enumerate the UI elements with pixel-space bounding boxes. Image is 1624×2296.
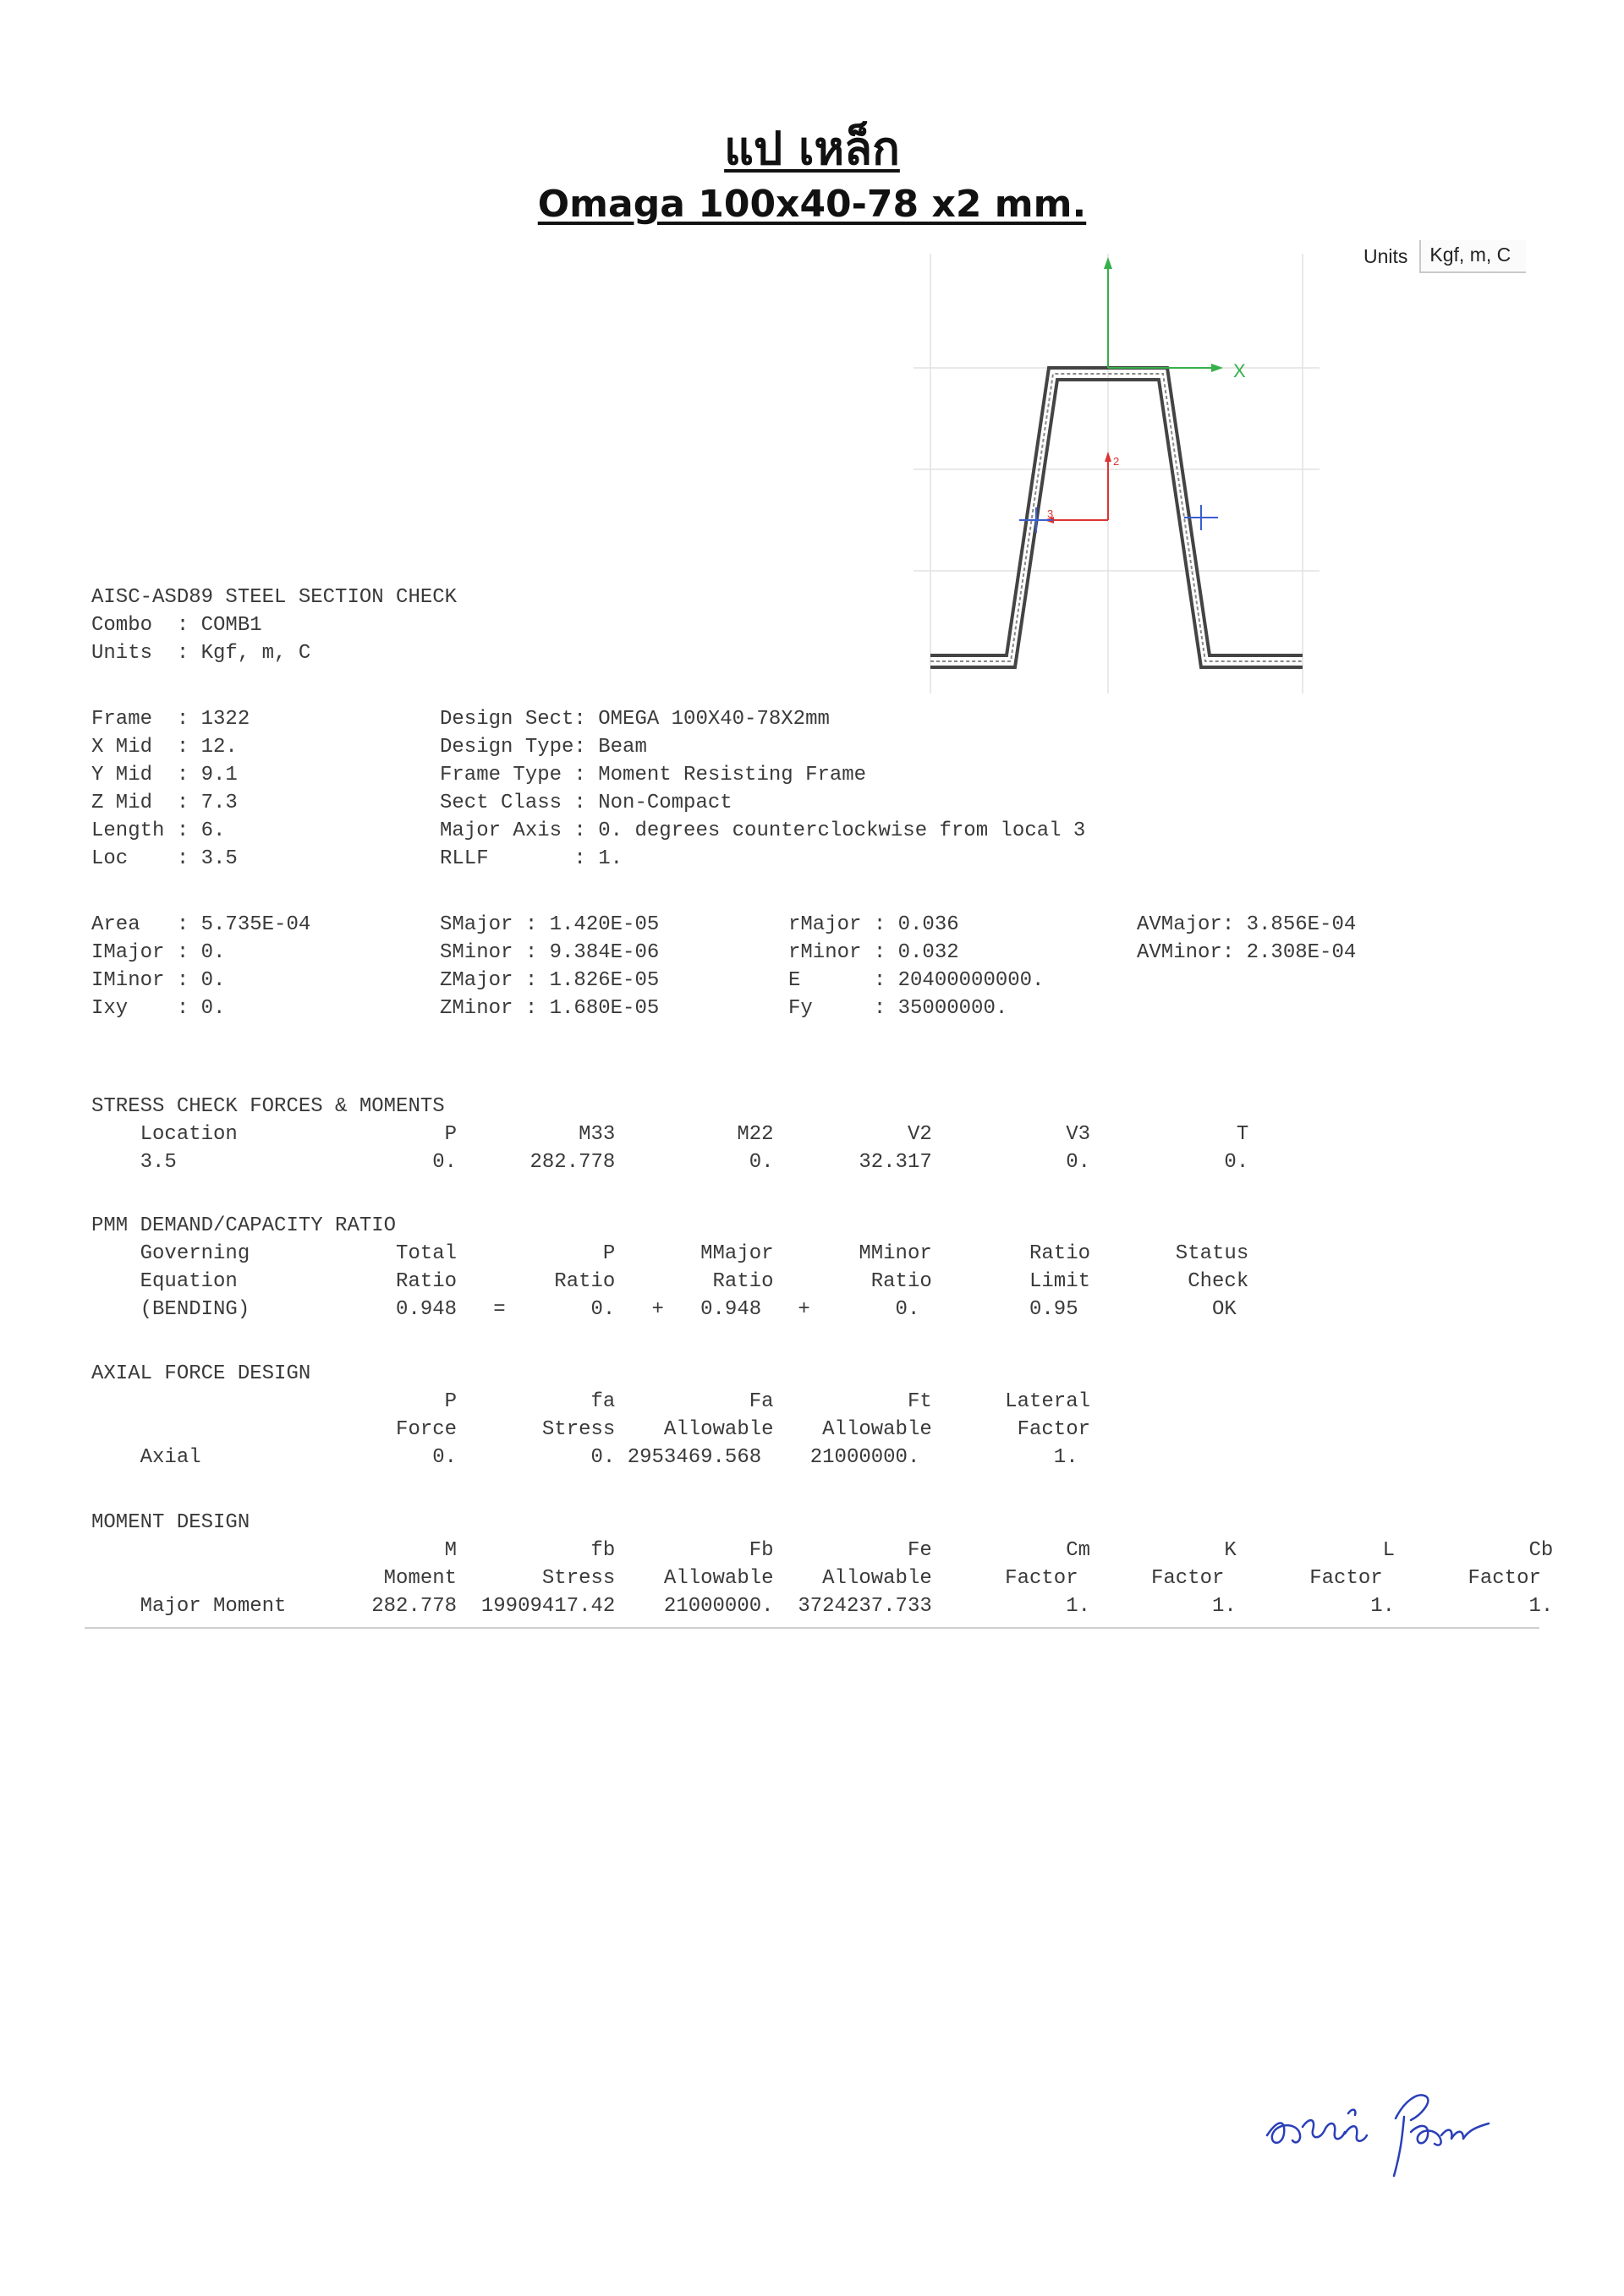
- frame-line: X Mid : 12.: [91, 736, 238, 759]
- axial-header-row: P fa Fa Ft Lateral: [91, 1390, 1090, 1413]
- design-line: Frame Type : Moment Resisting Frame: [440, 764, 867, 786]
- design-line: Sect Class : Non-Compact: [440, 792, 732, 814]
- page-title: [0, 112, 1624, 184]
- stress-header-row: Location P M33 M22 V2 V3 T: [91, 1123, 1249, 1146]
- stress-title: STRESS CHECK FORCES & MOMENTS: [91, 1095, 445, 1118]
- moment-header-row: Moment Stress Allowable Allowable Factor Factor Factor Factor: [91, 1567, 1541, 1590]
- omega-section-drawing: [914, 254, 1320, 702]
- section-outline: [930, 368, 1303, 667]
- prop-line: SMinor : 9.384E-06: [440, 941, 660, 964]
- moment-header-row: M fb Fb Fe Cm K L Cb: [91, 1539, 1554, 1562]
- design-line: Design Type: Beam: [440, 736, 647, 759]
- local-axis-2-label: 2: [1113, 455, 1120, 468]
- pmm-title: PMM DEMAND/CAPACITY RATIO: [91, 1214, 397, 1237]
- axial-header-row: Force Stress Allowable Allowable Factor: [91, 1418, 1090, 1441]
- design-line: Major Axis : 0. degrees counterclockwise from local 3: [440, 819, 1086, 842]
- prop-line: E : 20400000000.: [788, 969, 1045, 992]
- report-combo-line: Combo : COMB1: [91, 614, 262, 637]
- prop-line: SMajor : 1.420E-05: [440, 913, 660, 936]
- prop-line: Area : 5.735E-04: [91, 913, 311, 936]
- report-units-line: Units : Kgf, m, C: [91, 642, 311, 665]
- page-title-text: แป เหล็ก: [724, 122, 900, 175]
- frame-line: Frame : 1322: [91, 708, 250, 731]
- axial-title: AXIAL FORCE DESIGN: [91, 1362, 311, 1385]
- pmm-header-row: Equation Ratio Ratio Ratio Ratio Limit Check: [91, 1270, 1249, 1293]
- local-axis-3-label: 3: [1047, 507, 1054, 520]
- prop-line: rMajor : 0.036: [788, 913, 959, 936]
- section-diagram: [914, 254, 1320, 705]
- report-divider: [85, 1627, 1539, 1629]
- prop-line: ZMinor : 1.680E-05: [440, 997, 660, 1020]
- prop-line: AVMinor: 2.308E-04: [1137, 941, 1357, 964]
- handwritten-signature: [1260, 2068, 1497, 2189]
- grid-lines: [914, 254, 1320, 693]
- pmm-header-row: Governing Total P MMajor MMinor Ratio Status: [91, 1242, 1249, 1265]
- prop-line: AVMajor: 3.856E-04: [1137, 913, 1357, 936]
- units-selector[interactable]: [1363, 240, 1526, 273]
- section-title: [0, 183, 1624, 226]
- prop-line: rMinor : 0.032: [788, 941, 959, 964]
- frame-line: Z Mid : 7.3: [91, 792, 238, 814]
- frame-line: Length : 6.: [91, 819, 226, 842]
- section-title-text: Omaga 100x40-78 x2 mm.: [537, 183, 1087, 226]
- units-dropdown[interactable]: Kgf, m, C: [1419, 240, 1526, 273]
- moment-value-row: Major Moment 282.778 19909417.42 21000000. 3724237.733 1. 1. 1. 1.: [91, 1595, 1554, 1618]
- design-line: RLLF : 1.: [440, 847, 623, 870]
- section-hatch: [930, 374, 1303, 661]
- prop-line: Fy : 35000000.: [788, 997, 1008, 1020]
- frame-line: Loc : 3.5: [91, 847, 238, 870]
- prop-line: ZMajor : 1.826E-05: [440, 969, 660, 992]
- axis-x-label: X: [1233, 360, 1246, 381]
- stress-value-row: 3.5 0. 282.778 0. 32.317 0. 0.: [91, 1151, 1249, 1174]
- prop-line: Ixy : 0.: [91, 997, 226, 1020]
- design-line: Design Sect: OMEGA 100X40-78X2mm: [440, 708, 830, 731]
- prop-line: IMajor : 0.: [91, 941, 226, 964]
- signature-icon: [1260, 2068, 1497, 2186]
- report-header-line: AISC-ASD89 STEEL SECTION CHECK: [91, 586, 458, 609]
- moment-title: MOMENT DESIGN: [91, 1511, 250, 1534]
- axial-value-row: Axial 0. 0. 2953469.568 21000000. 1.: [91, 1446, 1078, 1469]
- units-label: Units: [1363, 245, 1408, 267]
- prop-line: IMinor : 0.: [91, 969, 226, 992]
- frame-line: Y Mid : 9.1: [91, 764, 238, 786]
- pmm-value-row: (BENDING) 0.948 = 0. + 0.948 + 0. 0.95 OK: [91, 1298, 1237, 1321]
